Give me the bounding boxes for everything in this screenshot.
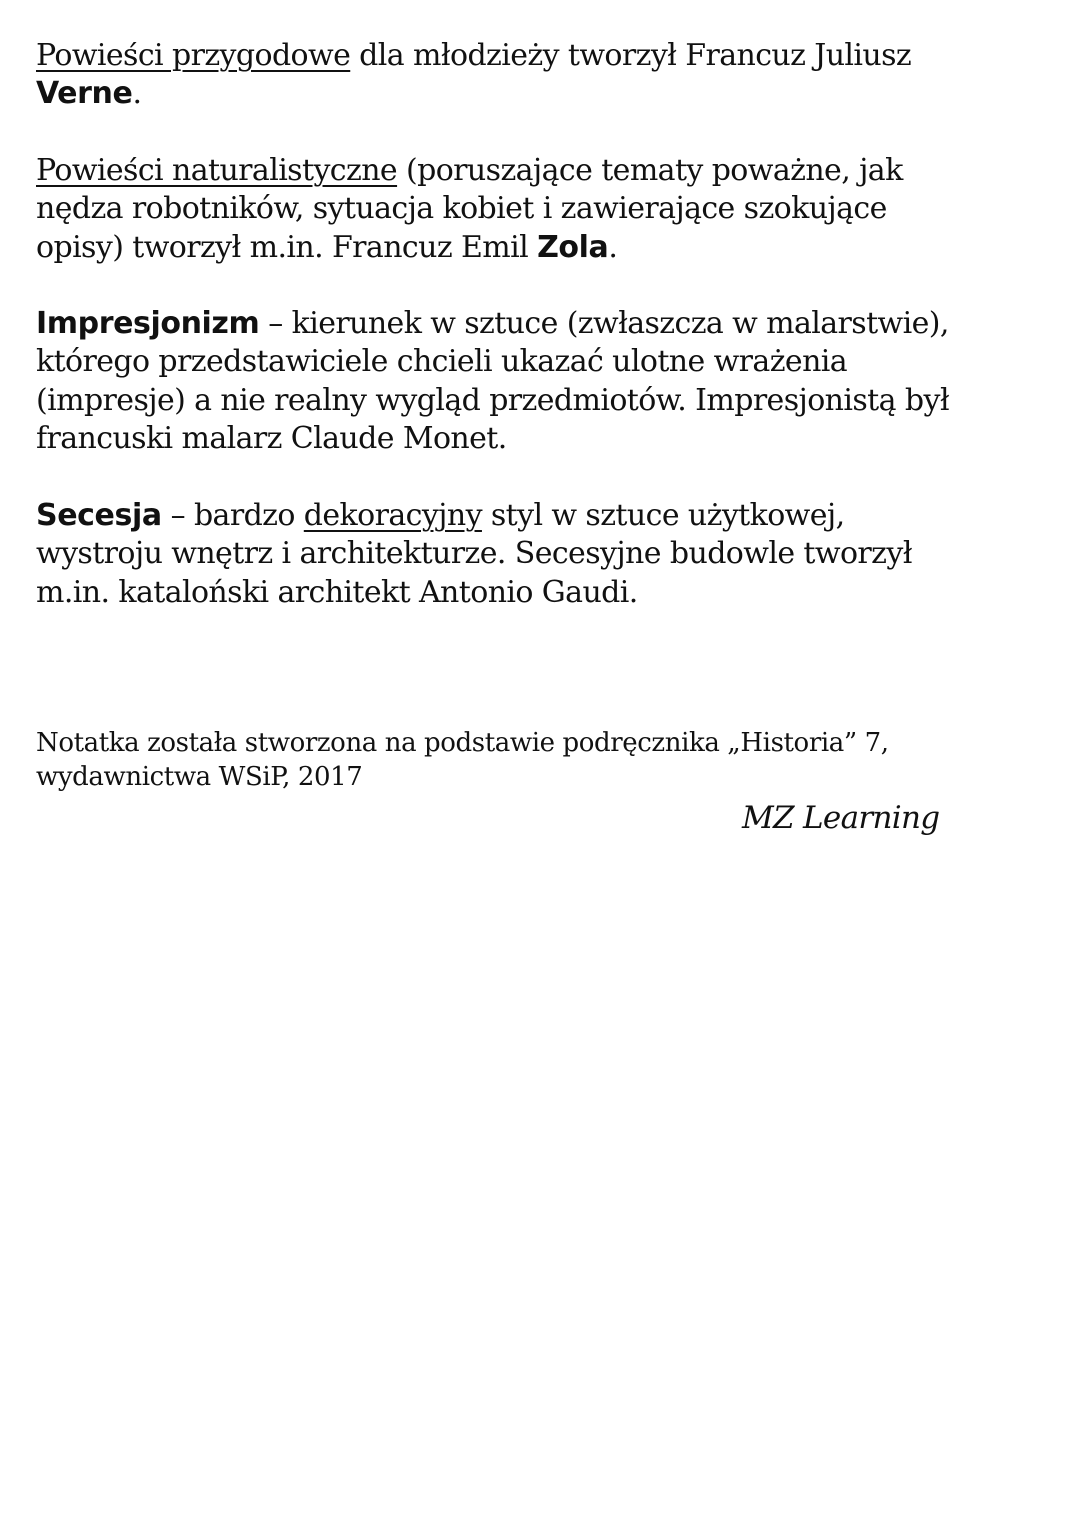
paragraph-line [36,152,1066,190]
defined-term: Secesja [36,498,162,533]
line-text: – kierunek w sztuce (zwłaszcza w malarstwie), [259,306,949,341]
paragraph-line [36,305,1066,343]
paragraph-line: którego przedstawiciele chcieli ukazać ulotne wrażenia [36,344,848,380]
handwritten-signature [740,798,950,854]
source-note [36,726,1066,794]
paragraph-secession [36,497,1066,612]
underlined-term: Powieści przygodowe [36,38,351,73]
defined-term: Impresjonizm [36,306,260,341]
paragraph-line: francuski malarz Claude Monet. [36,420,507,456]
line-text: dla młodzieży tworzył Francuz Juliusz [350,38,912,73]
line-text: . [132,76,142,112]
paragraph-line: (impresje) a nie realny wygląd przedmiotów. Impresjonistą był [36,382,949,418]
author-name: Verne [36,76,133,112]
underlined-term: Powieści naturalistyczne [36,153,398,188]
line-text: (poruszające tematy poważne, jak [397,153,903,188]
source-line: Notatka została stworzona na podstawie podręcznika „Historia” 7, [36,728,889,758]
paragraph-line [36,75,1066,113]
paragraph-line [36,37,1066,75]
paragraph-line [36,229,1066,267]
author-name: Zola [537,229,609,265]
paragraph-line: nędza robotników, sytuacja kobiet i zawierające szokujące [36,191,887,227]
paragraph-naturalist-novels [36,152,1066,267]
underlined-word: dekoracyjny [303,498,482,533]
line-text: opisy) tworzył m.in. Francuz Emil [36,229,538,265]
paragraph-line: wystroju wnętrz i architekturze. Secesyjne budowle tworzył [36,536,912,572]
paragraph-line: m.in. kataloński architekt Antonio Gaudi. [36,574,638,610]
line-text: styl w sztuce użytkowej, [481,498,845,533]
line-text: – bardzo [161,498,304,533]
paragraph-adventure-novels [36,37,1066,114]
paragraph-impressionism [36,305,1066,458]
source-line: wydawnictwa WSiP, 2017 [36,762,363,792]
signature-text: MZ Learning [742,800,940,836]
paragraph-line [36,497,1066,535]
line-text: . [608,229,618,265]
